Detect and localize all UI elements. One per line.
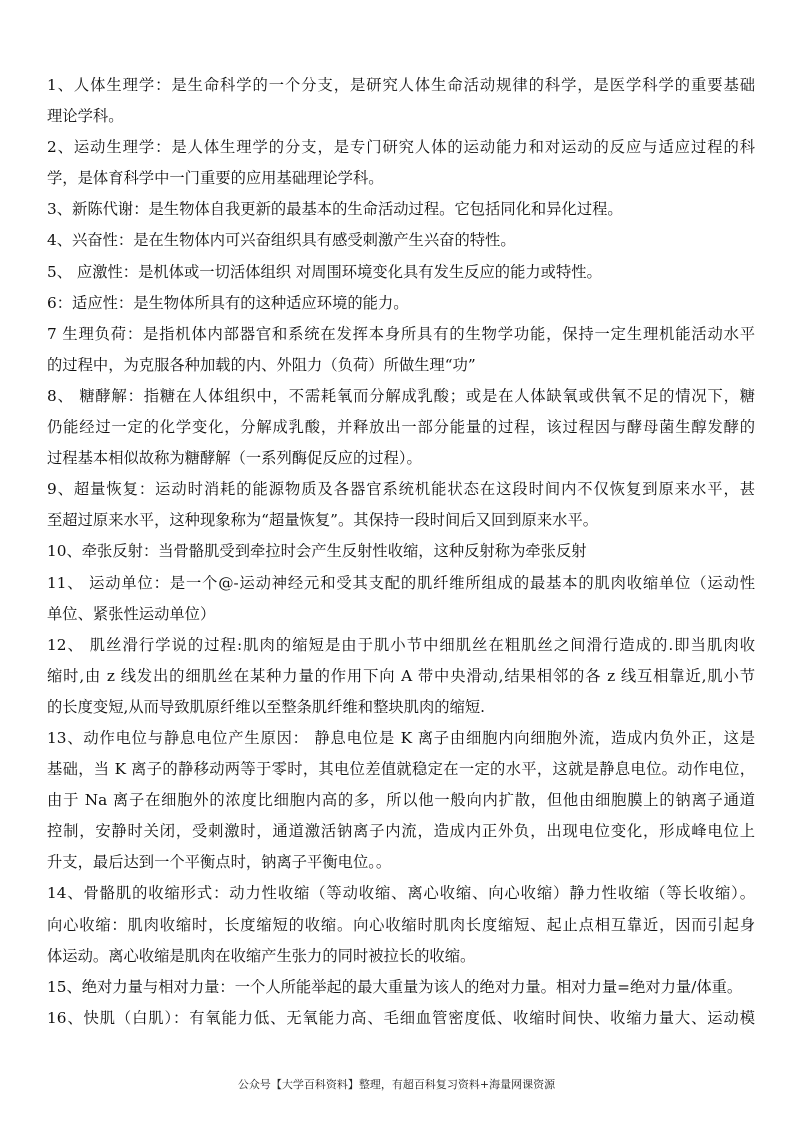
text-line: 3、新陈代谢：是生物体自我更新的最基本的生命活动过程。它包括同化和异化过程。 [47, 200, 623, 219]
text-line: 12、 肌丝滑行学说的过程:肌肉的缩短是由于肌小节中细肌丝在粗肌丝之间滑行造成的.即当肌肉收 [47, 635, 755, 654]
definition-item [47, 540, 755, 571]
text-line: 4、兴奋性：是在生物体内可兴奋组织具有感受刺激产生兴奋的特性。 [47, 231, 516, 250]
definition-item [47, 572, 755, 634]
text-line: 5、 应激性：是机体或一切活体组织 对周围环境变化具有发生反应的能力或特性。 [47, 262, 602, 281]
text-line: 7 生理负荷：是指机体内部器官和系统在发挥本身所具有的生物学功能，保持一定生理机能活动水平 [47, 324, 755, 343]
text-line: 单位、紧张性运动单位） [47, 604, 216, 623]
definition-item [47, 292, 755, 323]
definition-item [47, 634, 755, 727]
text-line: 升支，最后达到一个平衡点时，钠离子平衡电位。。 [47, 853, 392, 872]
definition-item [47, 136, 755, 198]
definition-item [47, 198, 755, 229]
text-line: 仍能经过一定的化学变化，分解成乳酸，并释放出一部分能量的过程，该过程因与酵母菌生醇发酵的 [47, 418, 755, 437]
text-line: 6：适应性：是生物体所具有的这种适应环境的能力。 [47, 293, 409, 312]
text-line: 10、牵张反射：当骨骼肌受到牵拉时会产生反射性收缩，这种反射称为牵张反射 [47, 542, 587, 561]
page-footer: 公众号【大学百科资料】整理，有超百科复习资料+海量网课资源 [237, 1078, 556, 1091]
text-line: 控制，安静时关闭，受刺激时，通道激活钠离子内流，造成内正外负，出现电位变化，形成峰电位上 [47, 822, 755, 841]
text-line: 1、人体生理学：是生命科学的一个分支，是研究人体生命活动规律的科学，是医学科学的重要基础 [47, 76, 755, 94]
text-line: 8、 糖酵解：指糖在人体组织中，不需耗氧而分解成乳酸；或是在人体缺氧或供氧不足的情况下，糖 [47, 386, 755, 405]
definition-item [47, 478, 755, 540]
text-line: 9、超量恢复：运动时消耗的能源物质及各器官系统机能状态在这段时间内不仅恢复到原来水平，甚 [47, 480, 755, 499]
definition-item [47, 323, 755, 385]
text-line: 14、骨骼肌的收缩形式：动力性收缩（等动收缩、离心收缩、向心收缩）静力性收缩（等长收缩）。 [47, 884, 755, 903]
definition-item [47, 882, 755, 975]
text-line: 过程基本相似故称为糖酵解（一系列酶促反应的过程）。 [47, 449, 422, 468]
text-line: 由于 Na 离子在细胞外的浓度比细胞内高的多，所以他一般向内扩散，但他由细胞膜上的钠离子通道 [47, 791, 755, 810]
text-line: 的过程中，为克服各种加载的内、外阻力（负荷）所做生理“功” [47, 355, 476, 374]
text-line: 11、 运动单位：是一个@-运动神经元和受其支配的肌纤维所组成的最基本的肌肉收缩单位（运动性 [47, 573, 755, 592]
definition-item [47, 229, 755, 260]
text-line: 理论学科。 [47, 107, 124, 126]
text-line: 的长度变短,从而导致肌原纤维以至整条肌纤维和整块肌肉的缩短. [47, 697, 486, 716]
text-line: 13、动作电位与静息电位产生原因： 静息电位是 K 离子由细胞内向细胞外流，造成内负外正，这是 [47, 728, 755, 747]
text-line: 体运动。离心收缩是肌肉在收缩产生张力的同时被拉长的收缩。 [47, 946, 476, 965]
definition-item [47, 261, 755, 292]
definition-item [47, 74, 755, 136]
document-body [47, 74, 755, 1038]
definition-item [47, 727, 755, 882]
definition-item [47, 976, 755, 1007]
definition-item [47, 385, 755, 478]
text-line: 2、运动生理学：是人体生理学的分支，是专门研究人体的运动能力和对运动的反应与适应过程的科 [47, 138, 755, 157]
text-line: 缩时,由 z 线发出的细肌丝在某种力量的作用下向 A 带中央滑动,结果相邻的各 z 线互相靠近,肌小节 [47, 666, 755, 685]
definition-item [47, 1007, 755, 1038]
text-line: 至超过原来水平，这种现象称为“超量恢复”。其保持一段时间后又回到原来水平。 [47, 511, 599, 530]
text-line: 15、绝对力量与相对力量：一个人所能举起的最大重量为该人的绝对力量。相对力量=绝对力量/体重。 [47, 977, 743, 996]
text-line: 16、快肌（白肌）：有氧能力低、无氧能力高、毛细血管密度低、收缩时间快、收缩力量大、运动模 [47, 1008, 755, 1027]
text-line: 向心收缩：肌肉收缩时，长度缩短的收缩。向心收缩时肌肉长度缩短、起止点相互靠近，因而引起身 [47, 915, 755, 934]
text-line: 学，是体育科学中一门重要的应用基础理论学科。 [47, 169, 384, 188]
text-line: 基础，当 K 离子的静移动两等于零时，其电位差值就稳定在一定的水平，这就是静息电位。动作电位， [47, 760, 755, 779]
